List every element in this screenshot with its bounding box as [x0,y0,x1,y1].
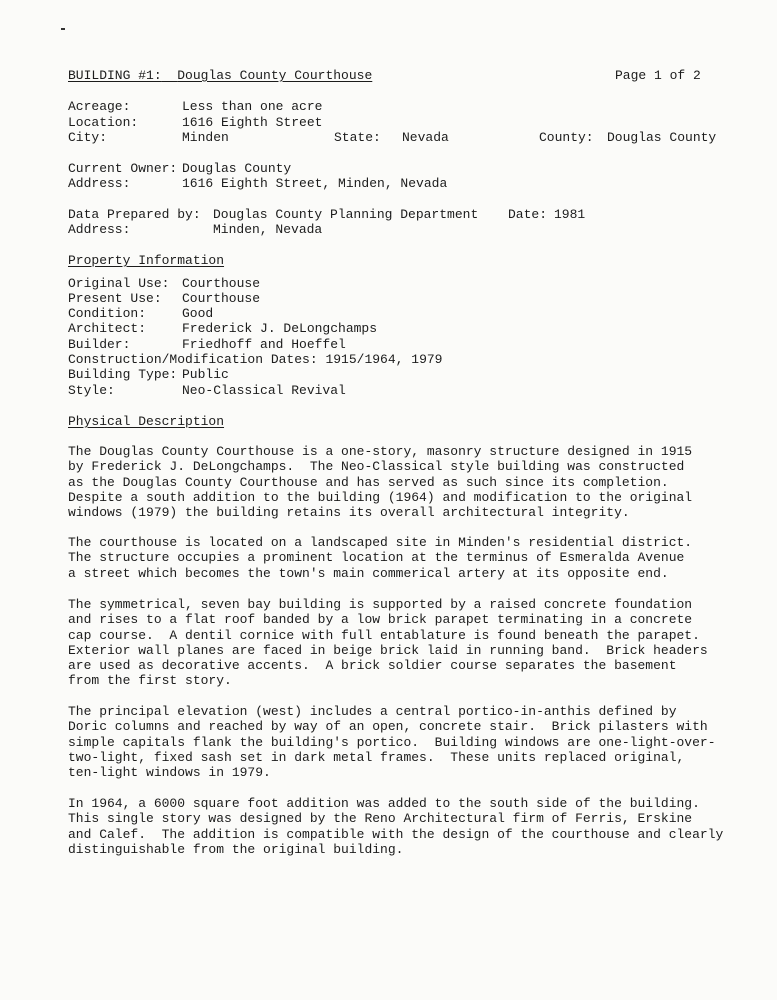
present-use-label: Present Use: [68,291,162,306]
text-line: In 1964, a 6000 square foot addition was added to the south side of the building. [68,796,700,811]
owner-value: Douglas County [182,161,292,176]
text-line: and Calef. The addition is compatible with the design of the courthouse and clearly [68,826,724,842]
page-number: Page 1 of 2 [615,68,701,83]
paragraph-4 [68,704,758,780]
scan-speck [61,28,65,30]
style-label: Style: [68,383,115,398]
county-value: Douglas County [607,130,717,145]
prepared-by-value: Douglas County Planning Department [213,207,479,222]
building-heading [68,68,372,83]
text-line: This single story was designed by the Reno Architectural firm of Ferris, Erskine [68,811,693,827]
text-line: Despite a south addition to the building (1964) and modification to the original [68,489,693,505]
city-value: Minden [182,130,229,145]
text-line: cap course. A dentil cornice with full entablature is found beneath the parapet. [68,627,700,643]
text-line: two-light, fixed sash set in dark metal frames. These units replaced original, [68,749,685,765]
date-value: 1981 [554,207,586,222]
state-label: State: [334,130,381,145]
text-line: ten-light windows in 1979. [68,765,271,781]
paragraph-5 [68,796,758,857]
county-label: County: [539,130,594,145]
builder-value: Friedhoff and Hoeffel [182,337,346,352]
date-label: Date: [508,207,548,222]
paragraph-1 [68,444,758,520]
condition-value: Good [182,306,214,321]
present-use-value: Courthouse [182,291,261,306]
acreage-value: Less than one acre [182,99,323,114]
prepared-address-label: Address: [68,222,131,237]
physical-heading: Physical Description [68,414,225,429]
text-line: and rises to a flat roof banded by a low brick parapet terminating in a concrete [68,612,693,628]
text-line: The structure occupies a prominent location at the terminus of Esmeralda Avenue [68,550,685,566]
property-heading: Property Information [68,253,225,268]
original-use-value: Courthouse [182,276,261,291]
text-line: The symmetrical, seven bay building is supported by a raised concrete foundation [68,597,693,612]
style-value: Neo-Classical Revival [182,383,346,398]
owner-address-value: 1616 Eighth Street, Minden, Nevada [182,176,448,191]
owner-label: Current Owner: [68,161,178,176]
owner-address-label: Address: [68,176,131,191]
builder-label: Builder: [68,337,131,352]
paragraph-2 [68,535,758,581]
original-use-label: Original Use: [68,276,170,291]
architect-value: Frederick J. DeLongchamps [182,321,378,336]
paragraph-3 [68,597,758,689]
text-line: from the first story. [68,673,232,689]
building-label: BUILDING #1: [68,68,162,83]
architect-label: Architect: [68,321,147,336]
type-label: Building Type: [68,367,178,382]
text-line: The principal elevation (west) includes a central portico-in-anthis defined by [68,704,677,719]
prepared-address-value: Minden, Nevada [213,222,323,237]
dates-row [68,352,442,367]
text-line: by Frederick J. DeLongchamps. The Neo-Classical style building was constructed [68,459,685,475]
text-line: windows (1979) the building retains its overall architectural integrity. [68,505,630,521]
text-line: as the Douglas County Courthouse and has served as such since its completion. [68,474,669,490]
text-line: distinguishable from the original building. [68,841,404,857]
prepared-label: Data Prepared by: [68,207,201,222]
dates-label: Construction/Modification Dates: [68,352,318,367]
acreage-label: Acreage: [68,99,131,114]
location-value: 1616 Eighth Street [182,115,323,130]
text-line: Exterior wall planes are faced in beige brick laid in running band. Brick headers [68,642,708,658]
dates-value: 1915/1964, 1979 [325,352,443,367]
city-label: City: [68,130,108,145]
state-value: Nevada [402,130,449,145]
text-line: Doric columns and reached by way of an open, concrete stair. Brick pilasters with [68,719,708,735]
condition-label: Condition: [68,306,147,321]
type-value: Public [182,367,229,382]
location-label: Location: [68,115,139,130]
text-line: The courthouse is located on a landscaped site in Minden's residential district. [68,535,693,550]
text-line: a street which becomes the town's main commerical artery at its opposite end. [68,565,669,581]
building-name: Douglas County Courthouse [177,68,373,83]
text-line: are used as decorative accents. A brick soldier course separates the basement [68,658,677,674]
text-line: The Douglas County Courthouse is a one-story, masonry structure designed in 1915 [68,444,693,459]
text-line: simple capitals flank the building's portico. Building windows are one-light-over- [68,734,716,750]
